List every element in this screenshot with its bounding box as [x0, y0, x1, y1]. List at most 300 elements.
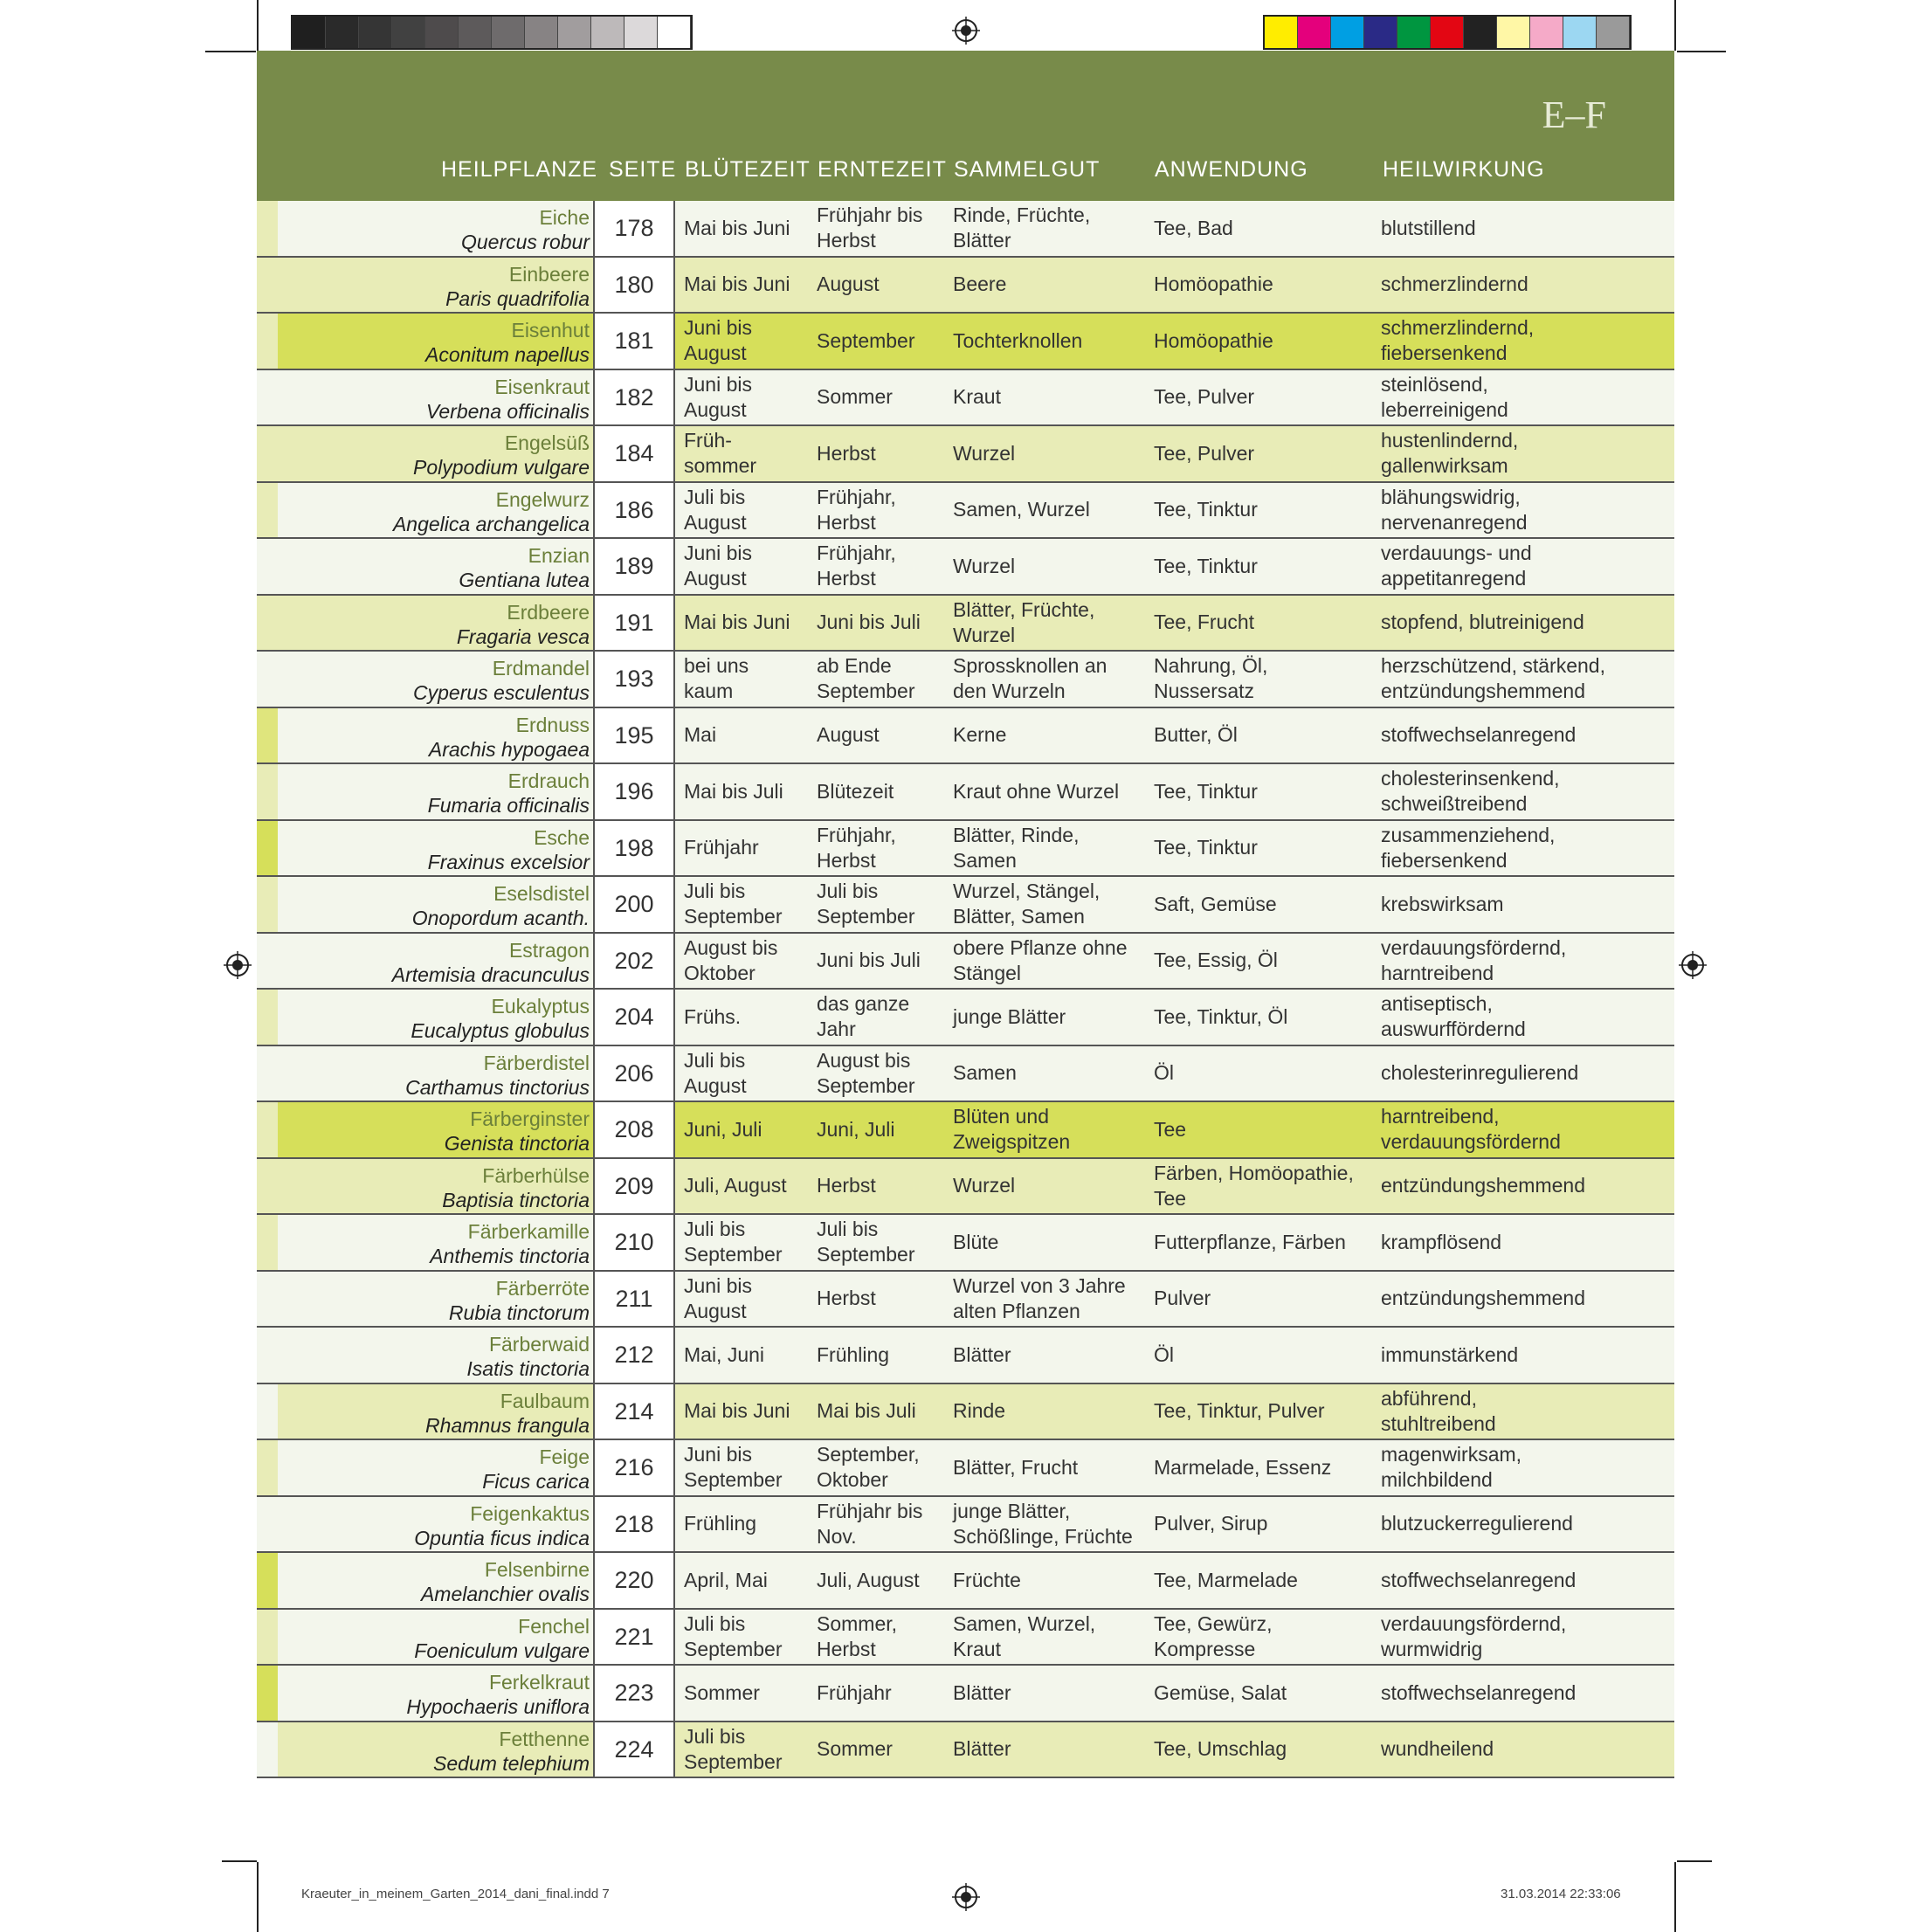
- application: Gemüse, Salat: [1154, 1680, 1287, 1704]
- table-row: [257, 1328, 1674, 1384]
- color-swatch: [1563, 17, 1597, 48]
- collected-parts: Kraut ohne Wurzel: [953, 779, 1120, 803]
- healing-effect: magenwirksam, milchbildend: [1381, 1443, 1522, 1491]
- color-swatch: [1364, 17, 1397, 48]
- plant-name-latin: Sedum telephium: [433, 1751, 590, 1775]
- plant-name: [392, 938, 590, 987]
- plant-name: [414, 1614, 590, 1663]
- plant-name: [459, 543, 590, 592]
- table-row: [257, 539, 1674, 596]
- plant-name-german: Färberhülse: [482, 1163, 590, 1187]
- color-swatch: [1331, 17, 1364, 48]
- row-color-strip: [257, 821, 278, 876]
- row-color-strip: [257, 934, 278, 989]
- harvest-time: ab Ende September: [817, 654, 915, 702]
- table-row: [257, 1102, 1674, 1159]
- healing-effect: hustenlindernd, gallenwirksam: [1381, 429, 1519, 477]
- application: Öl: [1154, 1061, 1174, 1084]
- plant-name: [449, 1276, 590, 1325]
- plant-name-german: Einbeere: [508, 262, 590, 286]
- harvest-time: das ganze Jahr: [817, 992, 910, 1040]
- footer-filename: Kraeuter_in_meinem_Garten_2014_dani_final.indd 7: [301, 1887, 610, 1901]
- registration-mark-icon: [224, 951, 252, 979]
- color-swatch: [1265, 17, 1298, 48]
- harvest-time: Herbst: [817, 441, 876, 465]
- plant-name: [461, 205, 590, 254]
- plant-name-latin: Rubia tinctorum: [448, 1301, 590, 1324]
- application: Tee, Marmelade: [1154, 1568, 1298, 1591]
- table-row: [257, 1440, 1674, 1497]
- table-row: [257, 1272, 1674, 1328]
- color-swatch: [525, 17, 558, 48]
- harvest-time: Juni bis Juli: [817, 949, 921, 971]
- plant-name-latin: Genista tinctoria: [444, 1132, 590, 1155]
- page-number: 178: [614, 215, 654, 241]
- column-header-plant: HEILPFLANZE: [441, 157, 598, 182]
- column-header-page: SEITE: [609, 157, 677, 182]
- collected-parts: Blätter: [953, 1737, 1011, 1760]
- row-color-strip: [257, 201, 278, 256]
- collected-parts: Blätter, Rinde, Samen: [953, 823, 1080, 872]
- color-swatch: [392, 17, 425, 48]
- harvest-time: Blütezeit: [817, 779, 894, 803]
- registration-mark-icon: [952, 17, 980, 45]
- application: Pulver: [1154, 1287, 1211, 1309]
- table-row: [257, 426, 1674, 483]
- row-color-strip: [257, 426, 278, 481]
- page-number: 180: [614, 271, 654, 298]
- page-number: 186: [614, 496, 654, 523]
- crop-mark: [222, 1860, 257, 1862]
- harvest-time: Frühjahr, Herbst: [817, 485, 896, 534]
- color-swatch: [1530, 17, 1563, 48]
- row-color-strip: [257, 764, 278, 819]
- healing-effect: schmerzlindernd, fiebersenkend: [1381, 316, 1535, 364]
- bloom-time: Mai bis Juli: [684, 779, 783, 803]
- bloom-time: Frühs.: [684, 1004, 742, 1028]
- collected-parts: Kerne: [953, 723, 1007, 746]
- harvest-time: Frühjahr, Herbst: [817, 823, 896, 872]
- harvest-time: Juni bis Juli: [817, 611, 921, 633]
- application: Futterpflanze, Färben: [1154, 1230, 1346, 1253]
- collected-parts: Samen, Wurzel: [953, 498, 1090, 521]
- page-number: 200: [614, 891, 654, 917]
- color-swatch: [558, 17, 591, 48]
- page-number: 191: [614, 609, 654, 636]
- bloom-time: Sommer: [684, 1680, 760, 1704]
- column-header-effect: HEILWIRKUNG: [1383, 157, 1545, 182]
- section-letters: E–F: [1542, 93, 1606, 136]
- plant-name-latin: Opuntia ficus indica: [414, 1526, 590, 1549]
- table-row: [257, 821, 1674, 878]
- table-row: [257, 1722, 1674, 1779]
- row-color-strip: [257, 1553, 278, 1608]
- harvest-time: August bis September: [817, 1048, 915, 1097]
- row-color-strip: [257, 708, 278, 763]
- bloom-time: Frühling: [684, 1512, 757, 1535]
- row-color-strip: [257, 314, 278, 369]
- page-number: 214: [614, 1397, 654, 1425]
- plant-name-german: Färberwaid: [488, 1333, 590, 1356]
- page-number: 218: [614, 1510, 654, 1537]
- plant-name-german: Färberkamille: [467, 1220, 590, 1243]
- column-header-collected: SAMMELGUT: [954, 157, 1101, 182]
- table-row: [257, 934, 1674, 990]
- color-swatch: [1497, 17, 1530, 48]
- application: Marmelade, Essenz: [1154, 1455, 1332, 1479]
- row-color-strip: [257, 1102, 278, 1157]
- harvest-time: Mai bis Juli: [817, 1399, 916, 1422]
- row-color-strip: [257, 990, 278, 1045]
- table-row: [257, 1384, 1674, 1441]
- color-swatch: [1597, 17, 1630, 48]
- application: Tee: [1154, 1117, 1187, 1141]
- harvest-time: Frühjahr bis Nov.: [817, 1499, 923, 1548]
- plant-name-german: Erdnuss: [515, 713, 590, 736]
- plant-name-latin: Verbena officinalis: [425, 399, 590, 423]
- bloom-time: April, Mai: [684, 1568, 768, 1591]
- row-color-strip: [257, 1722, 278, 1777]
- collected-parts: Tochterknollen: [953, 328, 1083, 352]
- collected-parts: Blüten und Zweigspitzen: [953, 1105, 1071, 1153]
- collected-parts: Wurzel von 3 Jahre alten Pflanzen: [953, 1273, 1126, 1322]
- row-color-strip: [257, 877, 278, 932]
- color-swatch: [624, 17, 658, 48]
- crop-mark: [1677, 51, 1726, 52]
- plant-name-german: Eisenhut: [511, 319, 590, 342]
- plant-name-latin: Artemisia dracunculus: [391, 963, 590, 986]
- plant-name: [445, 1107, 590, 1156]
- plant-name: [411, 994, 590, 1043]
- application: Tee, Bad: [1154, 216, 1233, 239]
- plant-name: [428, 769, 590, 818]
- registration-mark-icon: [952, 1883, 980, 1911]
- column-header-use: ANWENDUNG: [1155, 157, 1308, 182]
- plant-name: [413, 431, 590, 480]
- color-swatch: [492, 17, 525, 48]
- healing-effect: harntreibend, verdauungsfördernd: [1381, 1105, 1561, 1153]
- healing-effect: zusammenziehend, fiebersenkend: [1381, 823, 1556, 872]
- plant-name-german: Färberginster: [470, 1107, 590, 1130]
- healing-effect: wundheilend: [1381, 1737, 1494, 1760]
- harvest-time: Sommer, Herbst: [817, 1611, 898, 1660]
- table-row: [257, 370, 1674, 427]
- table-row: [257, 990, 1674, 1046]
- plant-name-german: Feigenkaktus: [470, 1501, 590, 1525]
- page-number: 189: [614, 553, 654, 579]
- bloom-time: Juni bis September: [684, 1443, 783, 1491]
- page-number: 193: [614, 666, 654, 692]
- healing-effect: verdauungsfördernd, wurmwidrig: [1381, 1611, 1567, 1660]
- bloom-time: Mai bis Juni: [684, 1399, 790, 1422]
- color-swatch: [425, 17, 459, 48]
- page-number: 184: [614, 440, 654, 466]
- healing-effect: cholesterinsenkend, schweißtreibend: [1381, 767, 1560, 815]
- bloom-time: Juli bis September: [684, 1611, 783, 1660]
- column-header-harvest: ERNTEZEIT: [818, 157, 947, 182]
- application: Tee, Tinktur: [1154, 836, 1258, 859]
- color-swatch: [1298, 17, 1331, 48]
- crop-mark: [1677, 1860, 1712, 1862]
- harvest-time: Frühjahr: [817, 1680, 892, 1704]
- healing-effect: herzschützend, stärkend, entzündungshemmend: [1381, 654, 1605, 702]
- bloom-time: Mai: [684, 723, 717, 746]
- page-number: 210: [614, 1229, 654, 1255]
- plant-name-german: Erdrauch: [507, 769, 590, 792]
- table-row: [257, 764, 1674, 821]
- table-row: [257, 483, 1674, 540]
- application: Tee, Tinktur, Öl: [1154, 1004, 1288, 1028]
- healing-effect: stoffwechselanregend: [1381, 723, 1577, 746]
- bloom-time: Juli bis September: [684, 1218, 783, 1266]
- page-number: 196: [614, 778, 654, 804]
- bloom-time: Juni bis August: [684, 372, 752, 421]
- collected-parts: Beere: [953, 273, 1007, 295]
- application: Tee, Tinktur: [1154, 554, 1258, 577]
- plant-name: [405, 1051, 590, 1100]
- plant-name: [425, 318, 590, 367]
- row-color-strip: [257, 1666, 278, 1721]
- table-row: [257, 596, 1674, 652]
- application: Pulver, Sirup: [1154, 1512, 1268, 1535]
- color-swatch: [293, 17, 326, 48]
- harvest-time: Juli, August: [817, 1568, 920, 1591]
- row-color-strip: [257, 1328, 278, 1383]
- table-row: [257, 652, 1674, 708]
- color-swatch: [658, 17, 691, 48]
- bloom-time: Juli bis August: [684, 1048, 747, 1097]
- bloom-time: Juni bis August: [684, 316, 752, 364]
- crop-mark: [257, 0, 259, 51]
- color-swatch: [326, 17, 359, 48]
- table-row: [257, 201, 1674, 258]
- row-color-strip: [257, 1215, 278, 1270]
- plant-name: [445, 262, 590, 311]
- table-row: [257, 258, 1674, 314]
- application: Tee, Tinktur, Pulver: [1154, 1399, 1325, 1422]
- healing-effect: immunstärkend: [1381, 1342, 1519, 1366]
- table-row: [257, 314, 1674, 370]
- bloom-time: August bis Oktober: [684, 935, 778, 984]
- bloom-time: bei uns kaum: [684, 654, 749, 702]
- row-color-strip: [257, 596, 278, 651]
- application: Tee, Essig, Öl: [1154, 949, 1278, 971]
- application: Homöopathie: [1154, 273, 1273, 295]
- plant-name-latin: Gentiana lutea: [459, 569, 590, 591]
- application: Butter, Öl: [1154, 723, 1238, 746]
- application: Tee, Gewürz, Kompresse: [1154, 1611, 1273, 1660]
- plant-name-german: Erdbeere: [507, 600, 590, 624]
- page-number: 181: [614, 328, 654, 354]
- application: Saft, Gemüse: [1154, 892, 1277, 915]
- harvest-time: Frühjahr, Herbst: [817, 542, 896, 590]
- collected-parts: Blätter, Früchte, Wurzel: [953, 597, 1095, 646]
- healing-effect: stoffwechselanregend: [1381, 1680, 1577, 1704]
- application: Tee, Umschlag: [1154, 1737, 1287, 1760]
- plant-name: [466, 1332, 590, 1381]
- bloom-time: Mai bis Juni: [684, 611, 790, 633]
- collected-parts: Blätter, Frucht: [953, 1455, 1079, 1479]
- page-number: 221: [614, 1623, 654, 1650]
- plant-name-latin: Isatis tinctoria: [466, 1357, 590, 1380]
- plant-name: [426, 375, 590, 424]
- plant-name-latin: Angelica archangelica: [392, 512, 590, 535]
- collected-parts: Wurzel: [953, 1174, 1016, 1197]
- color-swatch: [1464, 17, 1497, 48]
- row-color-strip: [257, 1272, 278, 1327]
- healing-effect: krampflösend: [1381, 1230, 1502, 1253]
- collected-parts: Früchte: [953, 1568, 1021, 1591]
- plant-name-latin: Anthemis tinctoria: [430, 1245, 590, 1267]
- harvest-time: Sommer: [817, 385, 893, 408]
- plant-name-german: Feige: [539, 1446, 590, 1468]
- bloom-time: Juli bis September: [684, 1724, 783, 1773]
- healing-effect: steinlösend, leberreinigend: [1381, 372, 1508, 421]
- grayscale-bar: [291, 15, 693, 50]
- crop-mark: [1674, 0, 1676, 51]
- table-row: [257, 1666, 1674, 1722]
- plant-name-german: Fenchel: [518, 1614, 590, 1638]
- plant-name-latin: Amelanchier ovalis: [420, 1583, 590, 1605]
- table-row: [257, 1215, 1674, 1272]
- plant-name-latin: Quercus robur: [460, 231, 590, 253]
- healing-effect: entzündungshemmend: [1381, 1287, 1585, 1309]
- healing-effect: abführend, stuhltreibend: [1381, 1386, 1496, 1435]
- plant-name: [482, 1445, 590, 1494]
- application: Tee, Pulver: [1154, 385, 1255, 408]
- row-color-strip: [257, 483, 278, 538]
- registration-mark-icon: [1679, 951, 1707, 979]
- healing-effect: cholesterinregulierend: [1381, 1061, 1579, 1084]
- plant-name-latin: Arachis hypogaea: [428, 737, 590, 761]
- plant-name: [425, 1389, 590, 1438]
- bloom-time: Früh- sommer: [684, 429, 757, 477]
- bloom-time: Juli bis August: [684, 485, 747, 534]
- healing-effect: blutzuckerregulierend: [1381, 1512, 1573, 1535]
- plant-table: [257, 201, 1674, 1778]
- plant-name-german: Felsenbirne: [484, 1558, 590, 1581]
- bloom-time: Mai bis Juni: [684, 216, 790, 239]
- plant-name-german: Eukalyptus: [491, 995, 590, 1018]
- table-row: [257, 1159, 1674, 1216]
- bloom-time: Mai, Juni: [684, 1342, 765, 1366]
- table-row: [257, 877, 1674, 934]
- page-number: 211: [615, 1285, 653, 1312]
- page-number: 182: [614, 383, 654, 411]
- healing-effect: antiseptisch, auswurffördernd: [1381, 992, 1526, 1040]
- application: Tee, Pulver: [1154, 441, 1255, 465]
- collected-parts: obere Pflanze ohne Stängel: [953, 935, 1128, 984]
- plant-name-latin: Fumaria officinalis: [427, 794, 590, 817]
- healing-effect: blähungswidrig, nervenanregend: [1381, 485, 1528, 534]
- column-header-bloom: BLÜTEZEIT: [685, 157, 811, 182]
- color-swatch: [591, 17, 624, 48]
- row-color-strip: [257, 1159, 278, 1214]
- bloom-time: Juli, August: [684, 1174, 787, 1197]
- collected-parts: Rinde: [953, 1399, 1006, 1422]
- application: Öl: [1154, 1342, 1174, 1366]
- plant-name-german: Fetthenne: [499, 1727, 590, 1750]
- plant-name-latin: Rhamnus frangula: [425, 1413, 590, 1437]
- crop-mark: [1674, 1862, 1676, 1932]
- crop-mark: [205, 51, 256, 52]
- collected-parts: junge Blätter, Schößlinge, Früchte: [953, 1499, 1133, 1548]
- application: Färben, Homöopathie, Tee: [1154, 1161, 1354, 1210]
- row-color-strip: [257, 370, 278, 425]
- collected-parts: Kraut: [953, 385, 1001, 408]
- table-row: [257, 1610, 1674, 1666]
- collected-parts: Blüte: [953, 1230, 999, 1253]
- page-number: 202: [614, 947, 654, 974]
- application: Tee, Frucht: [1154, 611, 1255, 633]
- plant-name-german: Färberröte: [495, 1276, 590, 1300]
- plant-name-latin: Fragaria vesca: [456, 624, 590, 648]
- page-number: 224: [614, 1735, 654, 1763]
- bloom-time: Juni, Juli: [684, 1117, 762, 1141]
- bloom-time: Mai bis Juni: [684, 273, 790, 295]
- collected-parts: junge Blätter: [953, 1004, 1066, 1028]
- page-number: 212: [614, 1342, 654, 1368]
- plant-name: [457, 600, 590, 649]
- plant-name-german: Eisenkraut: [494, 375, 590, 398]
- table-row: [257, 1046, 1674, 1103]
- plant-name: [433, 1727, 590, 1776]
- collected-parts: Rinde, Früchte, Blätter: [953, 204, 1091, 252]
- plant-name-latin: Fraxinus excelsior: [427, 850, 590, 873]
- application: Homöopathie: [1154, 328, 1273, 352]
- plant-name-german: Estragon: [508, 938, 590, 962]
- plant-name-latin: Onopordum acanth.: [411, 907, 590, 929]
- color-swatch: [359, 17, 392, 48]
- collected-parts: Wurzel: [953, 554, 1016, 577]
- healing-effect: stopfend, blutreinigend: [1381, 611, 1584, 633]
- harvest-time: Juli bis September: [817, 1218, 915, 1266]
- healing-effect: blutstillend: [1381, 216, 1476, 239]
- harvest-time: September: [817, 328, 915, 352]
- bloom-time: Juni bis August: [684, 1273, 752, 1322]
- harvest-time: Frühling: [817, 1342, 890, 1366]
- plant-name: [442, 1163, 590, 1212]
- plant-name-german: Eselsdistel: [493, 882, 590, 905]
- row-color-strip: [257, 1384, 278, 1439]
- color-bar: [1263, 15, 1632, 50]
- page-number: 198: [614, 834, 654, 861]
- collected-parts: Samen, Wurzel, Kraut: [953, 1611, 1096, 1660]
- application: Tee, Tinktur: [1154, 779, 1258, 803]
- plant-name-latin: Hypochaeris uniflora: [406, 1695, 590, 1718]
- harvest-time: August: [817, 273, 880, 295]
- color-swatch: [1431, 17, 1464, 48]
- healing-effect: schmerzlindernd: [1381, 273, 1528, 295]
- plant-name: [428, 825, 590, 874]
- plant-name-latin: Paris quadrifolia: [445, 286, 590, 310]
- plant-name-latin: Polypodium vulgare: [412, 456, 590, 479]
- row-color-strip: [257, 1046, 278, 1101]
- plant-name: [414, 1501, 590, 1550]
- bloom-time: Juni bis August: [684, 542, 752, 590]
- page-number: 206: [614, 1059, 654, 1087]
- plant-name-german: Eiche: [539, 206, 590, 229]
- collected-parts: Blätter: [953, 1680, 1011, 1704]
- plant-name-german: Engelsüß: [504, 431, 590, 454]
- collected-parts: Blätter: [953, 1342, 1011, 1366]
- table-row: [257, 1553, 1674, 1610]
- harvest-time: Juni, Juli: [817, 1117, 895, 1141]
- plant-name-german: Ferkelkraut: [488, 1671, 590, 1694]
- plant-name-german: Engelwurz: [495, 487, 590, 511]
- harvest-time: Frühjahr bis Herbst: [817, 204, 923, 252]
- collected-parts: Wurzel, Stängel, Blätter, Samen: [953, 880, 1101, 928]
